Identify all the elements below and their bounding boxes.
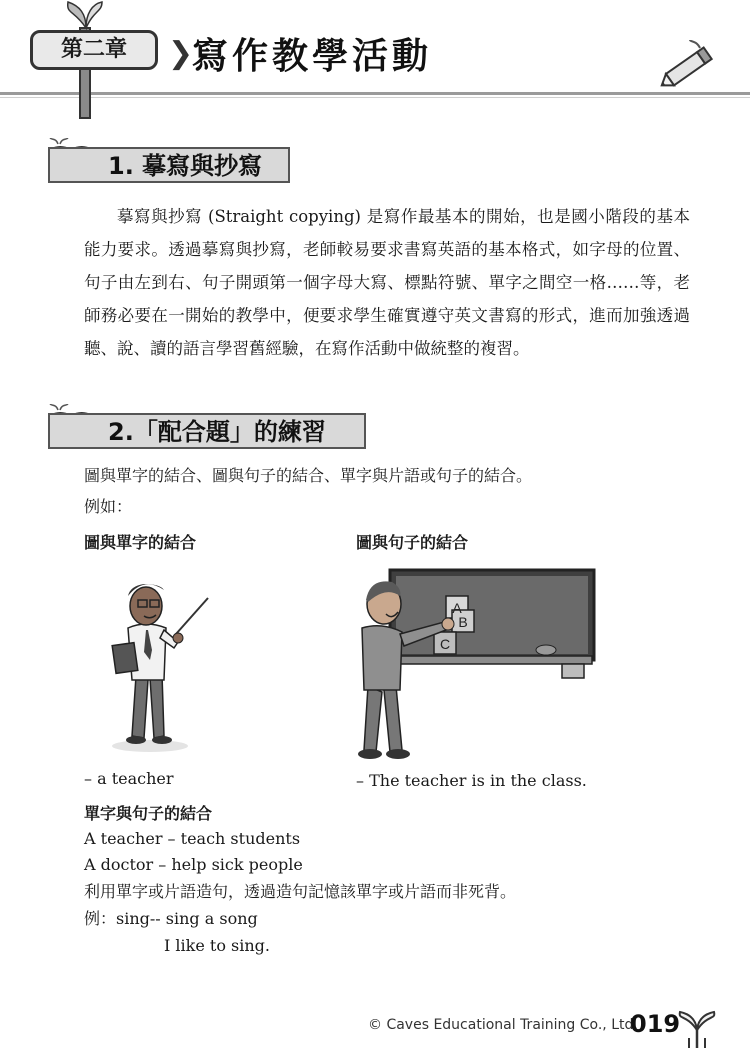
example-line: 例：sing-- sing a song (84, 909, 258, 928)
subheading-picture-sentence: 圖與句子的結合 (356, 533, 469, 552)
section2-intro: 圖與單字的結合、圖與句子的結合、單字與片語或句子的結合。 (84, 466, 533, 485)
chevron-right-icon: ❯ (168, 36, 194, 71)
page-number: 019 (630, 1010, 681, 1038)
example-label: 例如： (84, 497, 133, 516)
letter-card-b: B (458, 614, 468, 630)
word-sentence-line: A teacher – teach students (84, 829, 301, 848)
section1-paragraph: 摹寫與抄寫 (Straight copying) 是寫作最基本的開始，也是國小階段的基本能力要求。透過摹寫與抄寫，老師較易要求書寫英語的基本格式，如字母的位置、句子由左到右、句子開頭第一個字母大寫、標點符號、單字之間空一格……等，老師務必要在一開始的教學中，便要求學生確實遵守英文書寫的形式，進而加強透過聽、說、讀的語言學習舊經驗，在寫作活動中做統整的複習。 (84, 207, 690, 358)
section-heading-2: 2.「配合題」的練習 (48, 413, 366, 449)
teacher-illustration (100, 568, 212, 756)
blackboard-illustration (356, 566, 596, 762)
section-heading-1: 1. 摹寫與抄寫 (48, 147, 290, 183)
chapter-title: 寫作教學活動 (192, 36, 433, 77)
letter-card-a: A (452, 600, 462, 616)
subheading-picture-word: 圖與單字的結合 (84, 533, 197, 552)
example-sentence: I like to sing. (164, 936, 270, 955)
left-caption: – a teacher (84, 769, 174, 788)
header-rule-thin (0, 97, 750, 98)
letter-card-c: C (439, 636, 451, 652)
pencil-icon (656, 40, 720, 94)
subheading-word-sentence: 單字與句子的結合 (84, 804, 213, 823)
right-caption: – The teacher is in the class. (356, 771, 587, 790)
word-sentence-line: A doctor – help sick people (84, 855, 303, 874)
copyright-text: © Caves Educational Training Co., Ltd. (368, 1017, 638, 1033)
header-rule (0, 92, 750, 95)
chapter-label: 第二章 (30, 30, 158, 70)
sprout-icon (676, 1010, 718, 1050)
usage-note: 利用單字或片語造句，透過造句記憶該單字或片語而非死背。 (84, 882, 517, 901)
